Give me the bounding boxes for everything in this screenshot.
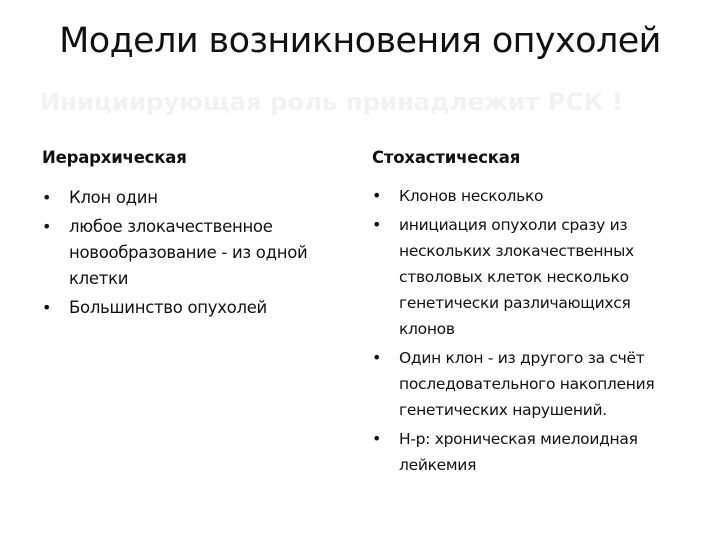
hierarchical-bullet-list <box>42 185 342 321</box>
bullet-icon: • <box>42 298 52 317</box>
list-item-text: Клон один <box>69 188 158 207</box>
list-item-text: Клонов несколько <box>399 187 544 205</box>
bullet-icon: • <box>42 188 52 207</box>
hierarchical-model-column <box>42 145 342 324</box>
faint-subtitle: Инициирующая роль принадлежит РСК ! <box>40 88 624 116</box>
list-item <box>42 295 342 321</box>
bullet-icon: • <box>372 186 382 205</box>
list-item <box>372 212 690 342</box>
list-item <box>372 426 690 478</box>
slide-title: Модели возникновения опухолей <box>59 21 661 61</box>
bullet-icon: • <box>42 217 52 236</box>
stochastic-bullet-list <box>372 183 690 478</box>
list-item <box>42 214 342 292</box>
stochastic-model-column <box>372 145 690 481</box>
bullet-icon: • <box>372 348 382 367</box>
hierarchical-heading: Иерархическая <box>42 148 187 167</box>
list-item <box>372 345 690 423</box>
list-item-text: любое злокачественное новообразование - из одной клетки <box>69 217 308 288</box>
list-item-text: Н-р: хроническая миелоидная лейкемия <box>399 430 638 474</box>
stochastic-heading: Стохастическая <box>372 148 521 167</box>
list-item <box>372 183 690 209</box>
bullet-icon: • <box>372 429 382 448</box>
list-item-text: Один клон - из другого за счёт последовательного накопления генетических нарушений. <box>399 349 655 419</box>
list-item <box>42 185 342 211</box>
list-item-text: инициация опухоли сразу из нескольких злокачественных стволовых клеток несколько генетически различающихся клонов <box>399 216 634 338</box>
list-item-text: Большинство опухолей <box>69 298 267 317</box>
bullet-icon: • <box>372 215 382 234</box>
